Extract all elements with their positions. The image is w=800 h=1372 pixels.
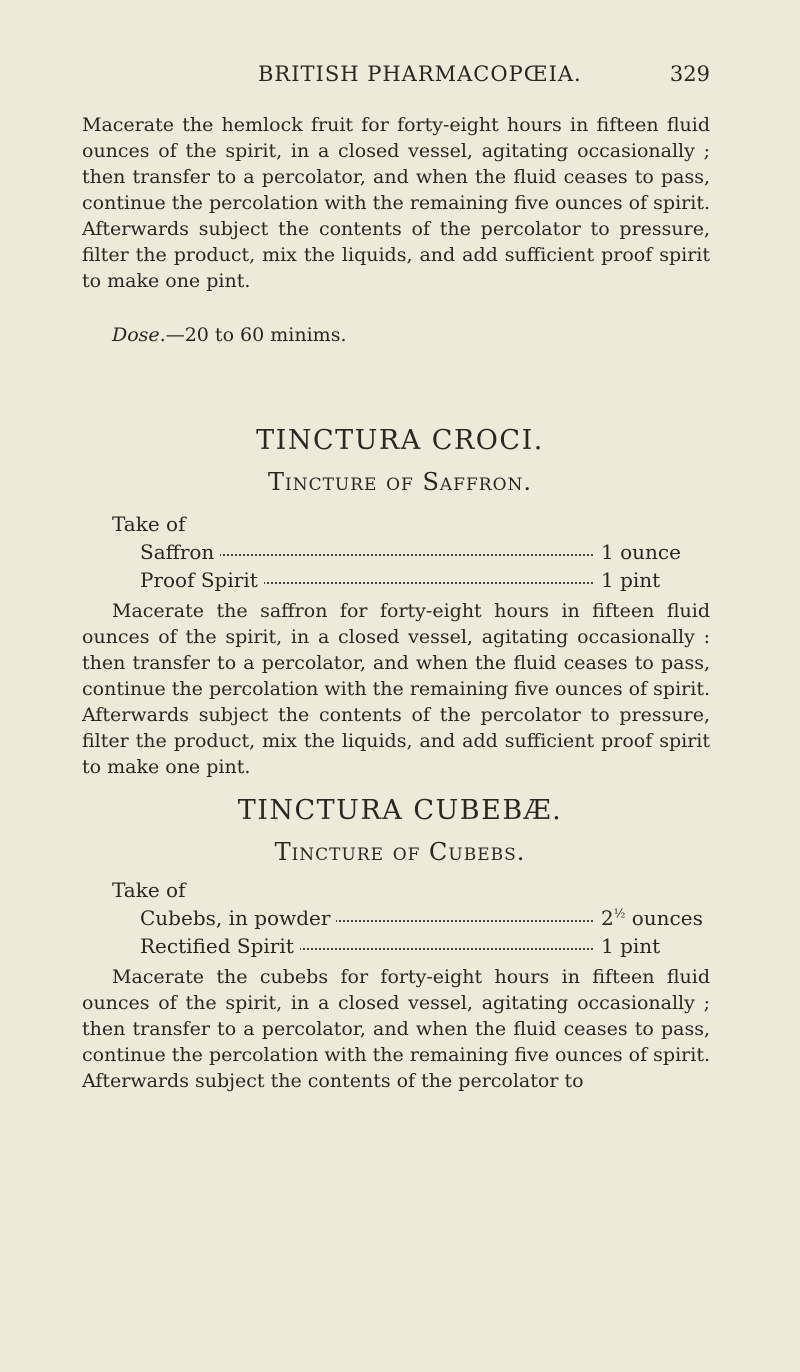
continuation-paragraph: Macerate the hemlock fruit for forty-eight hours in fifteen fluid ounces of the spirit, in a closed vessel, agitating occasionally ; then transfer to a percolator, and when the fluid ceases to pass, continue the percolation with the remaining five ounces of spirit. Afterwards subject the contents of the percolator to pressure, filter the product, mix the liquids, and add sufficient proof spirit to make one pint. [82,114,710,292]
cubebae-take-of: Take of [112,878,186,902]
ingredient-name: Rectified Spirit [140,934,300,958]
dose-line [112,324,346,346]
cubebae-ingredient-row [140,906,710,934]
dose-value: —20 to 60 minims. [165,324,347,346]
croci-ingredient-row [140,540,710,568]
qty-unit: ounces [631,906,703,930]
dose-label: Dose. [112,324,166,346]
croci-ingredient-row [140,568,710,596]
croci-title: TINCTURA CROCI. [256,425,544,456]
qty-fraction: ½ [613,906,626,921]
cubebae-ingredient-row [140,934,710,962]
ingredient-quantity [595,906,703,930]
croci-take-of: Take of [112,512,186,536]
page-number: 329 [669,62,710,86]
qty-whole: 2 [601,906,614,930]
running-head [0,62,800,94]
croci-directions: Macerate the saffron for forty-eight hours in fifteen fluid ounces of the spirit, in a closed vessel, agitating occasionally : then transfer to a percolator, and when the fluid ceases to pass, continue the percolation with the remaining five ounces of spirit. Afterwards subject the contents of the percolator to pressure, filter the product, mix the liquids, and add sufficient proof spirit to make one pint. [82,600,710,778]
cubebae-title: TINCTURA CUBEBÆ. [237,795,563,826]
croci-subtitle: Tincture of Saffron. [267,468,533,496]
ingredient-quantity: 1 pint [595,568,660,592]
ingredient-quantity: 1 ounce [595,540,681,564]
cubebae-subtitle: Tincture of Cubebs. [274,838,526,866]
cubebae-directions: Macerate the cubebs for forty-eight hours in fifteen fluid ounces of the spirit, in a closed vessel, agitating occasionally ; then transfer to a percolator, and when the fluid ceases to pass, continue the percolation with the remaining five ounces of spirit. Afterwards subject the contents of the percolator to [82,966,710,1092]
ingredient-quantity: 1 pint [595,934,660,958]
running-head-title: BRITISH PHARMACOPŒIA. [258,62,582,86]
ingredient-name: Cubebs, in powder [140,906,336,930]
ingredient-name: Saffron [140,540,220,564]
ingredient-name: Proof Spirit [140,568,264,592]
